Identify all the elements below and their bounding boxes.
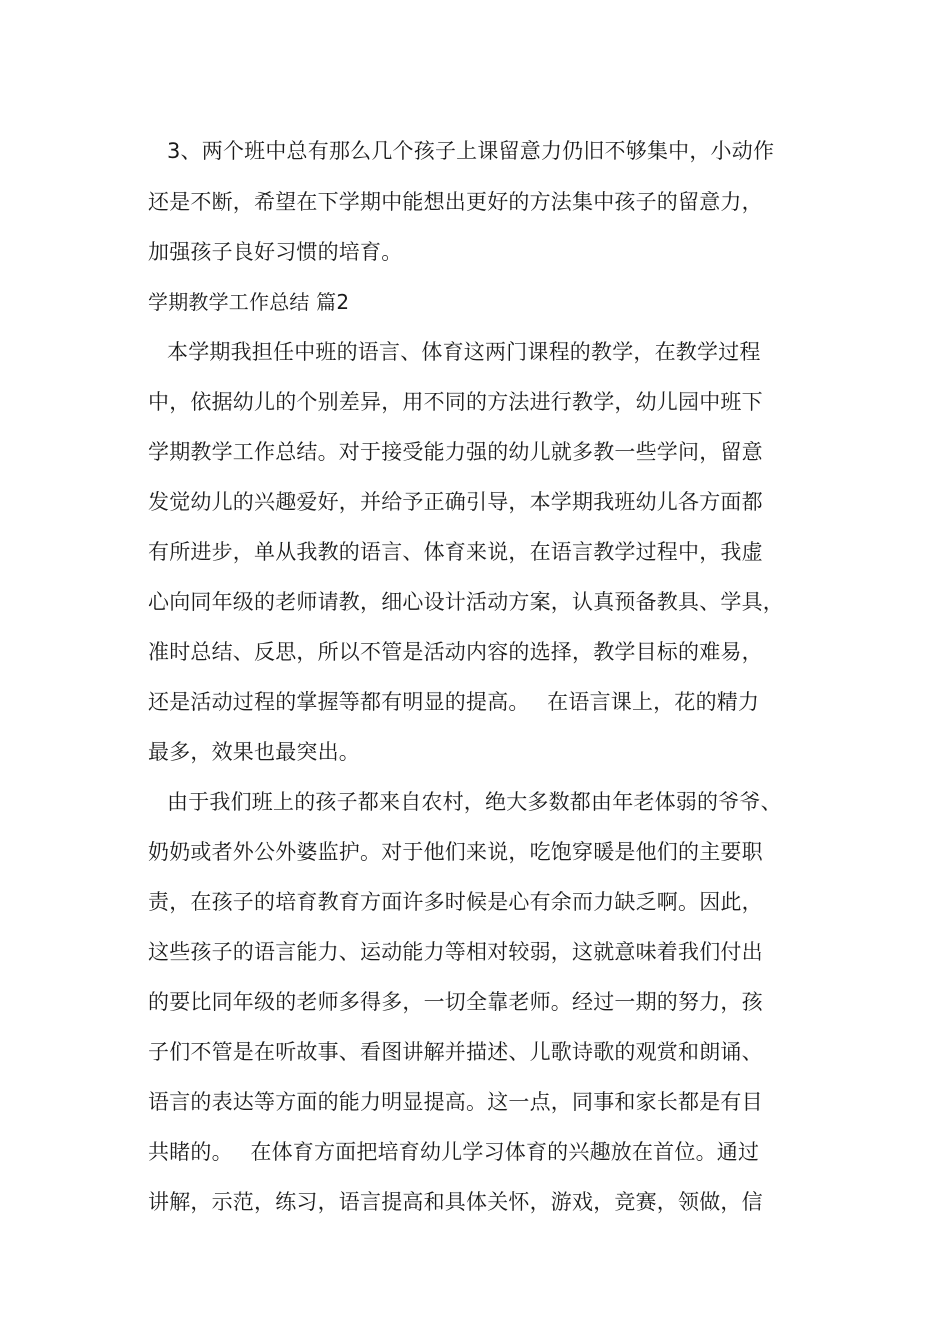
paragraph-line: 还是不断，希望在下学期中能想出更好的方法集中孩子的留意力，	[148, 190, 763, 214]
paragraph-line: 共睹的。 在体育方面把培育幼儿学习体育的兴趣放在首位。通过	[148, 1140, 760, 1164]
paragraph-line: 责，在孩子的培育教育方面许多时候是心有余而力缺乏啊。因此，	[148, 890, 763, 914]
paragraph-line: 奶奶或者外公外婆监护。对于他们来说，吃饱穿暖是他们的主要职	[148, 840, 763, 864]
paragraph-line: 心向同年级的老师请教，细心设计活动方案，认真预备教具、学具，	[148, 590, 784, 614]
paragraph-line: 语言的表达等方面的能力明显提高。这一点，同事和家长都是有目	[148, 1090, 763, 1114]
paragraph-line: 子们不管是在听故事、看图讲解并描述、儿歌诗歌的观赏和朗诵、	[148, 1040, 763, 1064]
paragraph-line: 3、两个班中总有那么几个孩子上课留意力仍旧不够集中，小动作	[167, 139, 775, 163]
paragraph-line: 这些孩子的语言能力、运动能力等相对较弱，这就意味着我们付出	[148, 940, 763, 964]
paragraph-line: 讲解，示范，练习，语言提高和具体关怀，游戏，竞赛，领做，信	[148, 1190, 763, 1214]
paragraph-line: 还是活动过程的掌握等都有明显的提高。 在语言课上，花的精力	[148, 690, 760, 714]
paragraph-line: 最多，效果也最突出。	[148, 740, 360, 764]
paragraph-line: 准时总结、反思，所以不管是活动内容的选择，教学目标的难易，	[148, 640, 763, 664]
paragraph-line: 中，依据幼儿的个别差异，用不同的方法进行教学，幼儿园中班下	[148, 390, 763, 414]
paragraph-line: 的要比同年级的老师多得多，一切全靠老师。经过一期的努力，孩	[148, 990, 763, 1014]
paragraph-line: 发觉幼儿的兴趣爱好，并给予正确引导，本学期我班幼儿各方面都	[148, 490, 763, 514]
paragraph-line: 有所进步，单从我教的语言、体育来说，在语言教学过程中，我虚	[148, 540, 763, 564]
paragraph-line: 加强孩子良好习惯的培育。	[148, 240, 403, 264]
section-heading: 学期教学工作总结 篇2	[148, 290, 350, 314]
paragraph-line: 本学期我担任中班的语言、体育这两门课程的教学，在教学过程	[167, 340, 761, 364]
paragraph-line: 由于我们班上的孩子都来自农村，绝大多数都由年老体弱的爷爷、	[167, 790, 782, 814]
paragraph-line: 学期教学工作总结。对于接受能力强的幼儿就多教一些学问，留意	[148, 440, 763, 464]
